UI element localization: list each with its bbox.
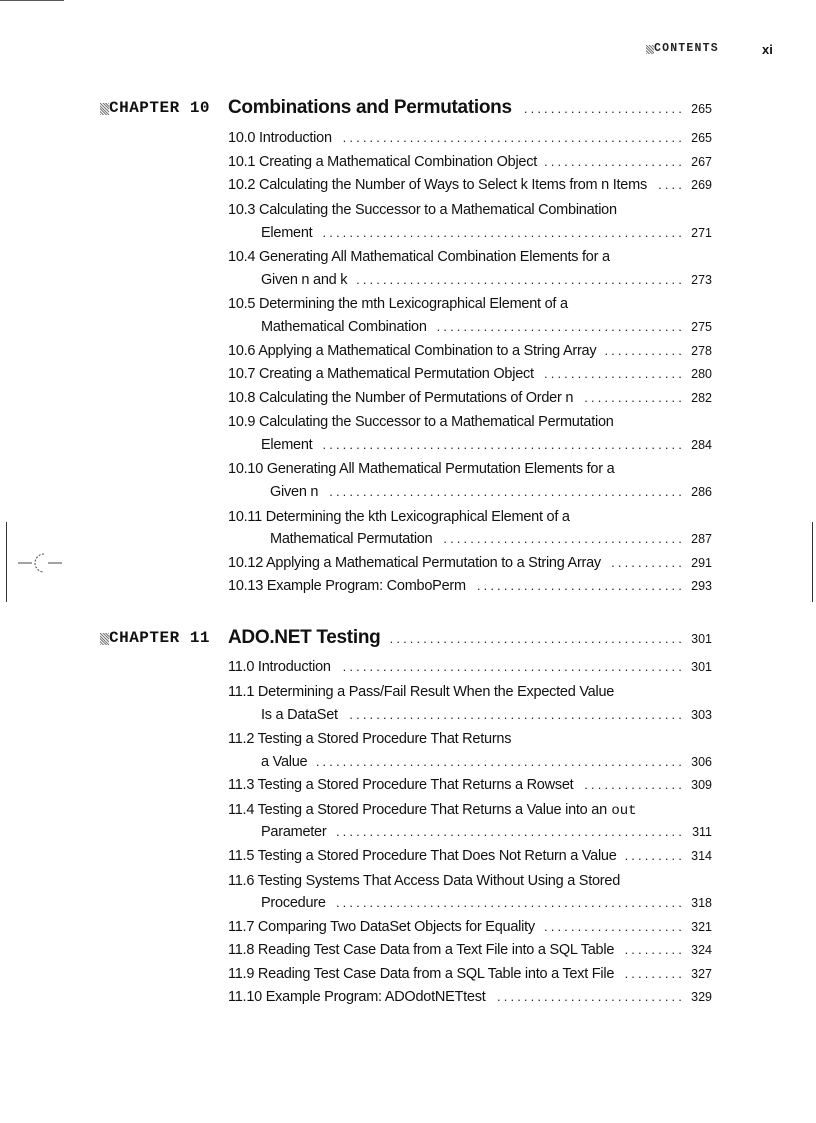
entry-page: 282 — [691, 391, 712, 405]
leader-dots — [320, 437, 685, 452]
toc-entry[interactable] — [228, 130, 712, 152]
entry-title: 11.2 Testing a Stored Procedure That Returns — [228, 731, 512, 747]
leader-dots — [520, 101, 685, 116]
code-keyword: out — [611, 803, 637, 819]
toc-entry-heading — [228, 201, 617, 223]
entry-title-cont: Given n — [270, 484, 319, 500]
entry-title: 10.4 Generating All Mathematical Combination Elements for a — [228, 249, 610, 265]
toc-entry-heading — [228, 248, 610, 270]
entry-page: 275 — [691, 320, 712, 334]
entry-title: 11.1 Determining a Pass/Fail Result When the Expected Value — [228, 684, 615, 700]
entry-title: 11.4 Testing a Stored Procedure That Returns a Value into an — [228, 802, 607, 818]
toc-entry[interactable] — [228, 177, 712, 199]
entry-title-cont: Element — [261, 225, 313, 241]
entry-title-cont: Given n and k — [261, 272, 348, 288]
leader-dots — [581, 390, 685, 405]
entry-page: 324 — [691, 943, 712, 957]
leader-dots — [609, 555, 685, 570]
toc-entry[interactable] — [228, 848, 712, 870]
leader-dots — [346, 707, 685, 722]
toc-entry[interactable] — [228, 343, 712, 365]
entry-page: 327 — [691, 967, 712, 981]
toc-entry-heading — [228, 295, 568, 317]
entry-title: 10.7 Creating a Mathematical Permutation Object — [228, 366, 534, 382]
chapter-label-text: CHAPTER 10 — [109, 99, 211, 117]
toc-entry-heading — [228, 508, 570, 530]
toc-entry[interactable] — [228, 366, 712, 388]
leader-dots — [315, 754, 685, 769]
shade-block-icon — [100, 633, 109, 645]
entry-page: 314 — [691, 849, 712, 863]
entry-title: 10.2 Calculating the Number of Ways to Select k Items from n Items — [228, 177, 647, 193]
entry-page: 284 — [691, 438, 712, 452]
chapter-title: Combinations and Permutations — [228, 97, 512, 118]
leader-dots — [604, 343, 685, 358]
chapter-title: ADO.NET Testing — [228, 627, 381, 648]
leader-dots — [320, 225, 685, 240]
chapter-label — [100, 98, 218, 120]
toc-entry[interactable] — [228, 154, 712, 176]
entry-page: 311 — [692, 825, 712, 839]
toc-entry[interactable] — [228, 989, 712, 1011]
leader-dots — [388, 631, 685, 646]
chapter-page: 301 — [691, 632, 712, 646]
leader-dots — [542, 366, 685, 381]
toc-entry-heading — [228, 460, 614, 482]
entry-title: 10.9 Calculating the Successor to a Mathematical Permutation — [228, 414, 614, 430]
leader-dots — [622, 942, 685, 957]
entry-title: 10.11 Determining the kth Lexicographical Element of a — [228, 509, 570, 525]
chapter-label — [100, 628, 218, 650]
leader-dots — [435, 319, 685, 334]
toc-entry[interactable] — [261, 707, 712, 729]
toc-entry[interactable] — [228, 659, 712, 681]
entry-title-cont: Mathematical Permutation — [270, 531, 433, 547]
entry-page: 329 — [691, 990, 712, 1004]
entry-page: 271 — [691, 226, 712, 240]
toc-entry[interactable] — [261, 437, 712, 459]
toc-entry-heading — [228, 730, 511, 752]
entry-title: 10.8 Calculating the Number of Permutations of Order n — [228, 390, 574, 406]
toc-entry[interactable] — [228, 390, 712, 412]
toc-entry[interactable] — [261, 824, 712, 846]
toc-entry[interactable] — [261, 754, 712, 776]
entry-title-cont: a Value — [261, 754, 308, 770]
entry-title-cont: Procedure — [261, 895, 326, 911]
entry-page: 303 — [691, 708, 712, 722]
margin-rule-right — [812, 522, 813, 602]
entry-page: 318 — [691, 896, 712, 910]
margin-rule-left — [6, 522, 7, 602]
entry-title: 10.3 Calculating the Successor to a Mathematical Combination — [228, 202, 617, 218]
entry-page: 321 — [691, 920, 712, 934]
leader-dots — [622, 966, 685, 981]
toc-entry[interactable] — [261, 225, 712, 247]
running-head-label: CONTENTS — [654, 42, 719, 55]
leader-dots — [326, 484, 685, 499]
entry-title-cont: Mathematical Combination — [261, 319, 427, 335]
leader-dots — [494, 989, 686, 1004]
leader-dots — [625, 848, 685, 863]
entry-title: 11.0 Introduction — [228, 659, 331, 675]
entry-title-cont: Element — [261, 437, 313, 453]
entry-title-cont: Is a DataSet — [261, 707, 338, 723]
entry-page: 291 — [691, 556, 712, 570]
entry-page: 265 — [691, 131, 712, 145]
leader-dots — [339, 659, 685, 674]
entry-title: 11.5 Testing a Stored Procedure That Does Not Return a Value — [228, 848, 617, 864]
toc-entry[interactable] — [261, 895, 712, 917]
leader-dots — [581, 777, 685, 792]
running-head — [646, 42, 776, 58]
entry-title: 10.12 Applying a Mathematical Permutation to a String Array — [228, 555, 601, 571]
entry-title: 10.10 Generating All Mathematical Permutation Elements for a — [228, 461, 615, 477]
crop-mark — [0, 0, 64, 1]
entry-page: 278 — [691, 344, 712, 358]
toc-entry-heading — [228, 801, 637, 823]
entry-page: 273 — [691, 273, 712, 287]
leader-dots — [334, 824, 685, 839]
registration-mark-icon — [18, 550, 62, 576]
shade-block-icon — [100, 103, 109, 115]
entry-title: 10.6 Applying a Mathematical Combination to a String Array — [228, 343, 597, 359]
entry-page: 293 — [691, 579, 712, 593]
toc-entry[interactable] — [228, 942, 712, 964]
entry-title: 10.1 Creating a Mathematical Combination Object — [228, 154, 538, 170]
entry-title: 11.7 Comparing Two DataSet Objects for Equality — [228, 919, 535, 935]
toc-entry-heading — [228, 872, 620, 894]
entry-page: 306 — [691, 755, 712, 769]
entry-page: 301 — [691, 660, 712, 674]
entry-page: 286 — [691, 485, 712, 499]
toc-entry-heading — [228, 683, 614, 705]
chapter-page: 265 — [691, 102, 712, 116]
toc-entry[interactable] — [270, 531, 712, 553]
entry-title: 11.8 Reading Test Case Data from a Text File into a SQL Table — [228, 942, 615, 958]
toc-chapter-title[interactable] — [228, 97, 712, 119]
leader-dots — [655, 177, 685, 192]
entry-title: 11.3 Testing a Stored Procedure That Returns a Rowset — [228, 777, 574, 793]
toc-entry[interactable] — [270, 484, 712, 506]
toc-chapter-title[interactable] — [228, 627, 712, 649]
entry-page: 267 — [691, 155, 712, 169]
leader-dots — [543, 919, 685, 934]
toc-entry[interactable] — [261, 319, 712, 341]
entry-title: 10.13 Example Program: ComboPerm — [228, 578, 466, 594]
entry-title: 11.6 Testing Systems That Access Data Without Using a Stored — [228, 873, 621, 889]
chapter-label-text: CHAPTER 11 — [109, 629, 211, 647]
entry-title: 10.5 Determining the mth Lexicographical Element of a — [228, 296, 568, 312]
leader-dots — [440, 531, 685, 546]
toc-entry[interactable] — [228, 966, 712, 988]
leader-dots — [340, 130, 685, 145]
entry-page: 280 — [691, 367, 712, 381]
entry-title: 10.0 Introduction — [228, 130, 332, 146]
entry-page: 269 — [691, 178, 712, 192]
entry-title: 11.10 Example Program: ADOdotNETtest — [228, 989, 486, 1005]
entry-page: 287 — [691, 532, 712, 546]
toc-entry[interactable] — [228, 555, 712, 577]
leader-dots — [474, 578, 685, 593]
entry-page: 309 — [691, 778, 712, 792]
leader-dots — [355, 272, 685, 287]
toc-entry[interactable] — [261, 272, 712, 294]
leader-dots — [545, 154, 685, 169]
toc-entry[interactable] — [228, 919, 712, 941]
page-number: xi — [762, 42, 773, 57]
leader-dots — [334, 895, 685, 910]
toc-entry-heading — [228, 413, 614, 435]
toc-entry[interactable] — [228, 777, 712, 799]
entry-title: 11.9 Reading Test Case Data from a SQL Table into a Text File — [228, 966, 615, 982]
toc-entry[interactable] — [228, 578, 712, 600]
entry-title-cont: Parameter — [261, 824, 327, 840]
shade-block-icon — [646, 45, 654, 54]
